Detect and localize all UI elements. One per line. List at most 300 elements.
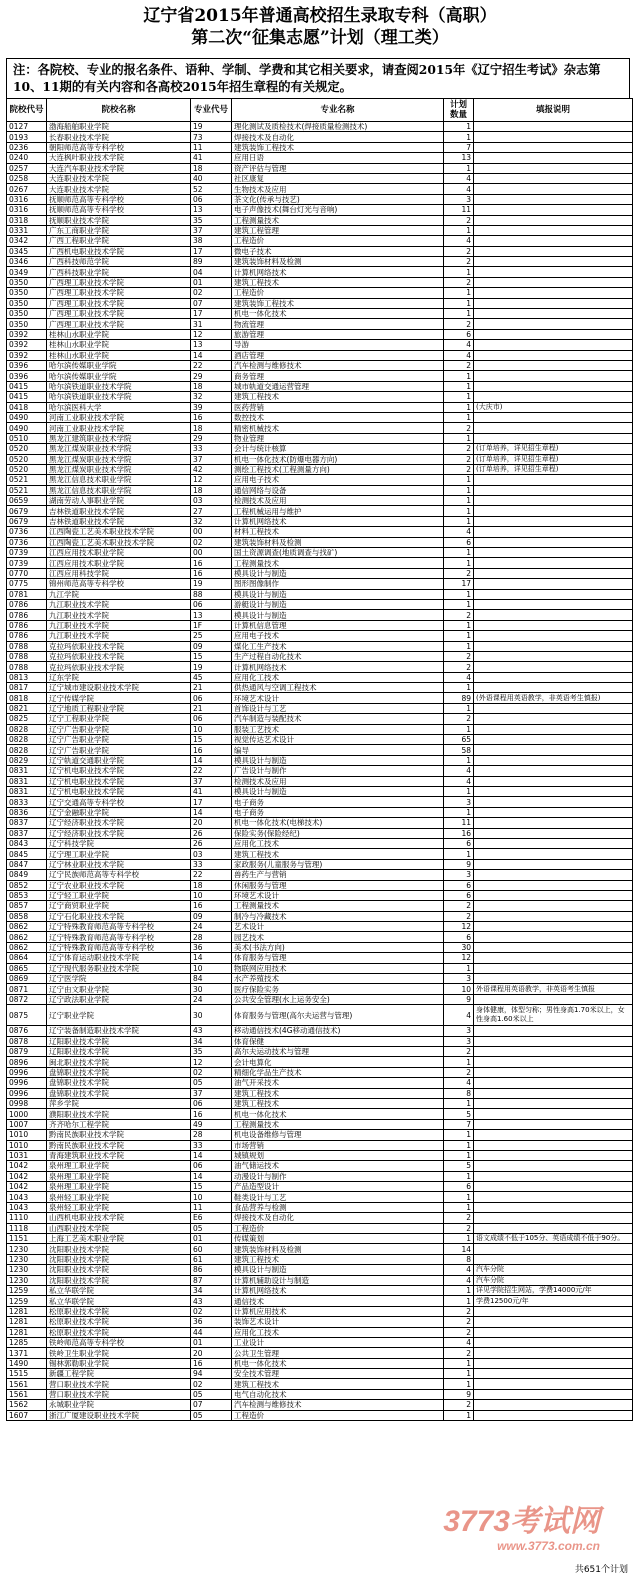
cell-plan-count: 1 <box>444 516 474 526</box>
table-row <box>7 1005 633 1026</box>
cell-major-name: 休闲服务与管理 <box>232 880 444 890</box>
cell-major-name: 计算机应用技术 <box>232 1306 444 1316</box>
cell-major-name: 安全技术管理 <box>232 1369 444 1379</box>
cell-school-name: 长春职业技术学院 <box>47 132 191 142</box>
cell-remarks <box>474 516 633 526</box>
table-row <box>7 942 633 952</box>
cell-remarks <box>474 1254 633 1264</box>
cell-major-name: 焊接技术及自动化 <box>232 132 444 142</box>
header-remarks: 填报说明 <box>474 99 633 122</box>
cell-school-code: 1281 <box>7 1317 47 1327</box>
cell-major-name: 移动通信技术(4G移动通信技术) <box>232 1026 444 1036</box>
cell-plan-count: 65 <box>444 735 474 745</box>
cell-remarks <box>474 288 633 298</box>
cell-plan-count: 6 <box>444 537 474 547</box>
table-header-row <box>7 99 633 122</box>
cell-major-name: 计算机信息管理 <box>232 620 444 630</box>
cell-major-code: 28 <box>191 1130 232 1140</box>
table-row <box>7 516 633 526</box>
cell-remarks <box>474 1192 633 1202</box>
cell-major-code: 33 <box>191 1140 232 1150</box>
cell-plan-count: 2 <box>444 1400 474 1410</box>
cell-major-code: 26 <box>191 838 232 848</box>
header-major-name: 专业名称 <box>232 99 444 122</box>
cell-major-name: 建筑装饰材料及检测 <box>232 1244 444 1254</box>
table-row <box>7 631 633 641</box>
table-row <box>7 703 633 713</box>
cell-school-code: 0864 <box>7 953 47 963</box>
note-text: 注：各院校、专业的报名条件、语种、学制、学费和其它相关要求，请查阅2015年《辽宁招生考试》杂志第10、11期的有关内容和各高校2015年招生章程的有关规定。 <box>6 58 630 98</box>
cell-remarks: (订单培养，详见招生章程) <box>474 454 633 464</box>
cell-remarks <box>474 153 633 163</box>
cell-major-code: 22 <box>191 870 232 880</box>
cell-major-code: 88 <box>191 589 232 599</box>
cell-remarks <box>474 1317 633 1327</box>
cell-major-code: 37 <box>191 454 232 464</box>
cell-major-code: 02 <box>191 1067 232 1077</box>
cell-remarks <box>474 745 633 755</box>
cell-school-name: 黑龙江煤炭职业技术学院 <box>47 454 191 464</box>
cell-remarks <box>474 724 633 734</box>
cell-remarks <box>474 901 633 911</box>
cell-plan-count: 2 <box>444 1223 474 1233</box>
cell-plan-count: 2 <box>444 1327 474 1337</box>
cell-school-code: 0396 <box>7 360 47 370</box>
cell-plan-count: 1 <box>444 1057 474 1067</box>
header-major-code: 专业代号 <box>191 99 232 122</box>
cell-plan-count: 1 <box>444 787 474 797</box>
cell-school-name: 辽宁金融职业学院 <box>47 807 191 817</box>
table-row <box>7 963 633 973</box>
cell-school-code: 0828 <box>7 745 47 755</box>
cell-major-name: 建筑装饰工程技术 <box>232 298 444 308</box>
table-row <box>7 610 633 620</box>
cell-major-code: E6 <box>191 1213 232 1223</box>
cell-remarks <box>474 122 633 132</box>
table-row <box>7 350 633 360</box>
cell-major-name: 保险实务(保险经纪) <box>232 828 444 838</box>
cell-major-code: 18 <box>191 381 232 391</box>
cell-remarks <box>474 1046 633 1056</box>
cell-plan-count: 3 <box>444 974 474 984</box>
cell-plan-count: 1 <box>444 683 474 693</box>
cell-plan-count: 30 <box>444 942 474 952</box>
table-row <box>7 225 633 235</box>
table-row <box>7 298 633 308</box>
cell-plan-count: 1 <box>444 807 474 817</box>
table-row <box>7 464 633 474</box>
table-row <box>7 527 633 537</box>
cell-remarks <box>474 298 633 308</box>
cell-school-code: 0415 <box>7 392 47 402</box>
cell-major-name: 装饰艺术设计 <box>232 1317 444 1327</box>
cell-school-code: 0786 <box>7 599 47 609</box>
cell-plan-count: 89 <box>444 693 474 703</box>
cell-school-code: 1042 <box>7 1161 47 1171</box>
cell-school-code: 0350 <box>7 298 47 308</box>
cell-school-name: 辽宁理工职业学院 <box>47 849 191 859</box>
watermark-url: www.3773.com.cn <box>497 1539 600 1553</box>
table-row <box>7 392 633 402</box>
cell-plan-count: 4 <box>444 340 474 350</box>
cell-school-name: 沈阳职业技术学院 <box>47 1265 191 1275</box>
cell-school-code: 0879 <box>7 1046 47 1056</box>
cell-major-code: 89 <box>191 257 232 267</box>
cell-major-code: 18 <box>191 485 232 495</box>
cell-school-name: 黔南民族职业技术学院 <box>47 1130 191 1140</box>
cell-school-code: 0875 <box>7 1005 47 1026</box>
cell-remarks <box>474 838 633 848</box>
cell-plan-count: 1 <box>444 631 474 641</box>
cell-major-name: 计算机网络技术 <box>232 662 444 672</box>
table-row <box>7 599 633 609</box>
table-row <box>7 870 633 880</box>
cell-major-code: 15 <box>191 651 232 661</box>
cell-school-name: 辽宁广告职业学院 <box>47 735 191 745</box>
cell-school-code: 1118 <box>7 1223 47 1233</box>
cell-school-code: 0520 <box>7 444 47 454</box>
table-row <box>7 994 633 1004</box>
cell-major-code: 14 <box>191 1150 232 1160</box>
cell-school-code: 1281 <box>7 1306 47 1316</box>
cell-plan-count: 1 <box>444 475 474 485</box>
cell-major-code: 19 <box>191 122 232 132</box>
cell-school-name: 辽宁广告职业学院 <box>47 724 191 734</box>
cell-school-name: 辽宁科技学院 <box>47 838 191 848</box>
cell-remarks <box>474 1098 633 1108</box>
cell-school-code: 0813 <box>7 672 47 682</box>
cell-remarks <box>474 890 633 900</box>
cell-school-code: 0521 <box>7 485 47 495</box>
table-row <box>7 423 633 433</box>
cell-remarks <box>474 631 633 641</box>
cell-school-code: 0775 <box>7 579 47 589</box>
table-row <box>7 818 633 828</box>
cell-major-code: 16 <box>191 568 232 578</box>
cell-major-code: 16 <box>191 1358 232 1368</box>
cell-remarks <box>474 1348 633 1358</box>
cell-major-name: 高尔夫运动技术与管理 <box>232 1046 444 1056</box>
cell-school-name: 泉州轻工职业学院 <box>47 1202 191 1212</box>
cell-school-name: 辽宁林业职业技术学院 <box>47 859 191 869</box>
cell-plan-count: 2 <box>444 444 474 454</box>
cell-plan-count: 1 <box>444 122 474 132</box>
cell-school-name: 齐齐哈尔工程学院 <box>47 1119 191 1129</box>
cell-major-code: 10 <box>191 963 232 973</box>
cell-remarks <box>474 132 633 142</box>
cell-major-code: 10 <box>191 1192 232 1202</box>
cell-school-code: 0736 <box>7 527 47 537</box>
cell-major-name: 建筑装饰材料及检测 <box>232 257 444 267</box>
cell-major-code: 30 <box>191 1005 232 1026</box>
cell-plan-count: 1 <box>444 558 474 568</box>
cell-major-code: 14 <box>191 755 232 765</box>
cell-major-code: 18 <box>191 880 232 890</box>
cell-remarks <box>474 1171 633 1181</box>
cell-remarks <box>474 433 633 443</box>
cell-plan-count: 2 <box>444 454 474 464</box>
cell-remarks <box>474 766 633 776</box>
cell-plan-count: 11 <box>444 205 474 215</box>
cell-major-code: 18 <box>191 163 232 173</box>
cell-remarks <box>474 1036 633 1046</box>
cell-school-code: 0818 <box>7 693 47 703</box>
cell-school-code: 0739 <box>7 548 47 558</box>
cell-plan-count: 2 <box>444 257 474 267</box>
cell-major-code: 41 <box>191 787 232 797</box>
table-row <box>7 1358 633 1368</box>
cell-major-name: 建筑工程管理 <box>232 225 444 235</box>
cell-major-name: 物联网应用技术 <box>232 963 444 973</box>
cell-school-code: 0828 <box>7 724 47 734</box>
table-row <box>7 755 633 765</box>
table-row <box>7 1223 633 1233</box>
cell-major-code: 06 <box>191 714 232 724</box>
table-row <box>7 1182 633 1192</box>
cell-remarks <box>474 1057 633 1067</box>
cell-school-name: 濮阳职业技术学院 <box>47 1109 191 1119</box>
cell-school-name: 辽阳职业技术学院 <box>47 1046 191 1056</box>
cell-remarks <box>474 1078 633 1088</box>
cell-school-name: 克拉玛依职业技术学院 <box>47 662 191 672</box>
cell-major-code: 14 <box>191 1171 232 1181</box>
cell-major-code: 30 <box>191 984 232 994</box>
cell-remarks <box>474 1067 633 1077</box>
cell-plan-count: 1 <box>444 485 474 495</box>
cell-school-name: 桂林山水职业学院 <box>47 329 191 339</box>
table-row <box>7 984 633 994</box>
table-row <box>7 1119 633 1129</box>
cell-plan-count: 2 <box>444 360 474 370</box>
cell-school-name: 九江职业技术学院 <box>47 599 191 609</box>
cell-school-name: 哈尔滨医科大学 <box>47 402 191 412</box>
cell-plan-count: 1 <box>444 620 474 630</box>
cell-remarks <box>474 246 633 256</box>
cell-plan-count: 6 <box>444 932 474 942</box>
cell-major-name: 模具设计与制造 <box>232 568 444 578</box>
cell-major-name: 应用日语 <box>232 153 444 163</box>
cell-school-code: 0396 <box>7 371 47 381</box>
table-row <box>7 974 633 984</box>
cell-school-name: 闽北职业技术学院 <box>47 1057 191 1067</box>
cell-school-code: 0786 <box>7 610 47 620</box>
cell-remarks <box>474 309 633 319</box>
cell-plan-count: 1 <box>444 267 474 277</box>
cell-school-code: 0858 <box>7 911 47 921</box>
cell-school-code: 1151 <box>7 1234 47 1244</box>
cell-major-code: 84 <box>191 974 232 984</box>
table-row <box>7 454 633 464</box>
cell-major-name: 物业管理 <box>232 433 444 443</box>
cell-plan-count: 1 <box>444 599 474 609</box>
cell-major-code: 16 <box>191 745 232 755</box>
cell-plan-count: 2 <box>444 610 474 620</box>
cell-school-code: 1043 <box>7 1192 47 1202</box>
cell-major-code: 87 <box>191 1275 232 1285</box>
cell-plan-count: 1 <box>444 724 474 734</box>
cell-school-code: 1490 <box>7 1358 47 1368</box>
cell-major-name: 焊接技术及自动化 <box>232 1213 444 1223</box>
cell-school-code: 0350 <box>7 319 47 329</box>
cell-major-name: 应用电子技术 <box>232 631 444 641</box>
table-row <box>7 496 633 506</box>
cell-remarks <box>474 485 633 495</box>
cell-remarks <box>474 350 633 360</box>
cell-school-name: 辽宁由文职业学院 <box>47 984 191 994</box>
table-row <box>7 714 633 724</box>
table-row <box>7 215 633 225</box>
table-row <box>7 1254 633 1264</box>
cell-school-name: 江西应用技术职业学院 <box>47 558 191 568</box>
cell-plan-count: 4 <box>444 236 474 246</box>
cell-school-name: 桂林山水职业学院 <box>47 350 191 360</box>
table-row <box>7 1265 633 1275</box>
cell-major-code: 35 <box>191 215 232 225</box>
table-row <box>7 412 633 422</box>
cell-major-code: 34 <box>191 1285 232 1295</box>
cell-major-name: 检测技术及应用 <box>232 776 444 786</box>
cell-school-name: 盘锦职业技术学院 <box>47 1078 191 1088</box>
cell-school-code: 0821 <box>7 703 47 713</box>
cell-major-code: 06 <box>191 1098 232 1108</box>
cell-school-code: 0996 <box>7 1067 47 1077</box>
cell-plan-count: 6 <box>444 1182 474 1192</box>
cell-plan-count: 4 <box>444 766 474 776</box>
cell-school-code: 1230 <box>7 1275 47 1285</box>
cell-plan-count: 6 <box>444 880 474 890</box>
cell-school-name: 辽宁特殊教育师范高等专科学校 <box>47 922 191 932</box>
cell-plan-count: 2 <box>444 1213 474 1223</box>
cell-plan-count: 2 <box>444 714 474 724</box>
cell-remarks <box>474 1389 633 1399</box>
cell-major-code: 20 <box>191 1348 232 1358</box>
cell-school-code: 0342 <box>7 236 47 246</box>
cell-remarks <box>474 1400 633 1410</box>
cell-major-name: 应用化工技术 <box>232 1327 444 1337</box>
cell-school-code: 0392 <box>7 350 47 360</box>
table-row <box>7 153 633 163</box>
cell-major-name: 首饰设计与工艺 <box>232 703 444 713</box>
cell-major-code: 05 <box>191 1223 232 1233</box>
cell-plan-count: 1 <box>444 163 474 173</box>
cell-plan-count: 2 <box>444 911 474 921</box>
table-row <box>7 766 633 776</box>
table-body <box>7 122 633 1421</box>
cell-school-code: 0852 <box>7 880 47 890</box>
cell-remarks: 外语课程用英语教学，非英语考生慎报 <box>474 984 633 994</box>
cell-major-code: 15 <box>191 735 232 745</box>
cell-remarks <box>474 1213 633 1223</box>
cell-major-name: 广告设计与制作 <box>232 766 444 776</box>
cell-remarks <box>474 173 633 183</box>
cell-major-name: 建筑装饰工程技术 <box>232 142 444 152</box>
cell-school-name: 辽宁机电职业技术学院 <box>47 766 191 776</box>
cell-remarks <box>474 277 633 287</box>
cell-school-name: 营口职业技术学院 <box>47 1379 191 1389</box>
table-row <box>7 246 633 256</box>
cell-major-name: 社区康复 <box>232 173 444 183</box>
cell-plan-count: 2 <box>444 319 474 329</box>
cell-school-code: 0346 <box>7 257 47 267</box>
cell-plan-count: 1 <box>444 1379 474 1389</box>
cell-plan-count: 1 <box>444 1285 474 1295</box>
cell-major-name: 工程机械运用与维护 <box>232 506 444 516</box>
cell-school-name: 吉林铁道职业技术学院 <box>47 516 191 526</box>
cell-major-code: 73 <box>191 132 232 142</box>
cell-remarks <box>474 381 633 391</box>
cell-major-name: 机电一体化技术(防爆电器方向) <box>232 454 444 464</box>
cell-school-code: 1281 <box>7 1327 47 1337</box>
cell-major-name: 模具设计与制造 <box>232 787 444 797</box>
cell-remarks <box>474 1026 633 1036</box>
cell-remarks <box>474 371 633 381</box>
table-row <box>7 319 633 329</box>
cell-remarks: 语文成绩不低于105分、英语成绩不低于90分。 <box>474 1234 633 1244</box>
cell-major-name: 工程造价 <box>232 288 444 298</box>
table-row <box>7 329 633 339</box>
cell-school-name: 辽宁传媒学院 <box>47 693 191 703</box>
cell-plan-count: 4 <box>444 1005 474 1026</box>
cell-major-name: 旅游管理 <box>232 329 444 339</box>
cell-school-name: 朝阳师范高等专科学校 <box>47 142 191 152</box>
cell-remarks <box>474 329 633 339</box>
cell-school-name: 哈尔滨铁道职业技术学院 <box>47 381 191 391</box>
table-row <box>7 1337 633 1347</box>
table-row <box>7 745 633 755</box>
cell-plan-count: 7 <box>444 1119 474 1129</box>
cell-major-code: 00 <box>191 527 232 537</box>
cell-school-code: 0520 <box>7 464 47 474</box>
cell-school-name: 铁岭师范高等专科学校 <box>47 1337 191 1347</box>
cell-school-name: 广西理工职业技术学院 <box>47 298 191 308</box>
cell-school-code: 0520 <box>7 454 47 464</box>
cell-school-name: 吉林铁道职业技术学院 <box>47 506 191 516</box>
cell-remarks <box>474 953 633 963</box>
cell-plan-count: 4 <box>444 173 474 183</box>
cell-remarks <box>474 994 633 1004</box>
cell-school-code: 1561 <box>7 1379 47 1389</box>
cell-school-code: 0849 <box>7 870 47 880</box>
table-row <box>7 724 633 734</box>
cell-plan-count: 9 <box>444 994 474 1004</box>
cell-school-code: 0521 <box>7 475 47 485</box>
cell-plan-count: 8 <box>444 1254 474 1264</box>
table-row <box>7 579 633 589</box>
cell-plan-count: 4 <box>444 527 474 537</box>
cell-school-name: 九江职业技术学院 <box>47 610 191 620</box>
cell-remarks: (订单培养，详见招生章程) <box>474 444 633 454</box>
cell-school-name: 辽宁政法职业学院 <box>47 994 191 1004</box>
cell-school-name: 泉州理工职业学院 <box>47 1182 191 1192</box>
cell-school-name: 辽宁工程职业学院 <box>47 714 191 724</box>
cell-major-code: 04 <box>191 267 232 277</box>
cell-school-name: 黑龙江煤炭职业技术学院 <box>47 444 191 454</box>
cell-major-name: 检测技术及应用 <box>232 496 444 506</box>
table-row <box>7 205 633 215</box>
cell-school-code: 0770 <box>7 568 47 578</box>
cell-plan-count: 11 <box>444 818 474 828</box>
cell-major-code: 02 <box>191 1306 232 1316</box>
cell-major-name: 生物技术及应用 <box>232 184 444 194</box>
cell-plan-count: 2 <box>444 464 474 474</box>
cell-major-code: 52 <box>191 184 232 194</box>
plan-total: 共651个计划 <box>574 1565 628 1575</box>
cell-major-name: 资产评估与管理 <box>232 163 444 173</box>
cell-school-name: 沈阳职业技术学院 <box>47 1254 191 1264</box>
cell-major-name: 应用化工技术 <box>232 672 444 682</box>
cell-remarks <box>474 963 633 973</box>
cell-plan-count: 13 <box>444 153 474 163</box>
